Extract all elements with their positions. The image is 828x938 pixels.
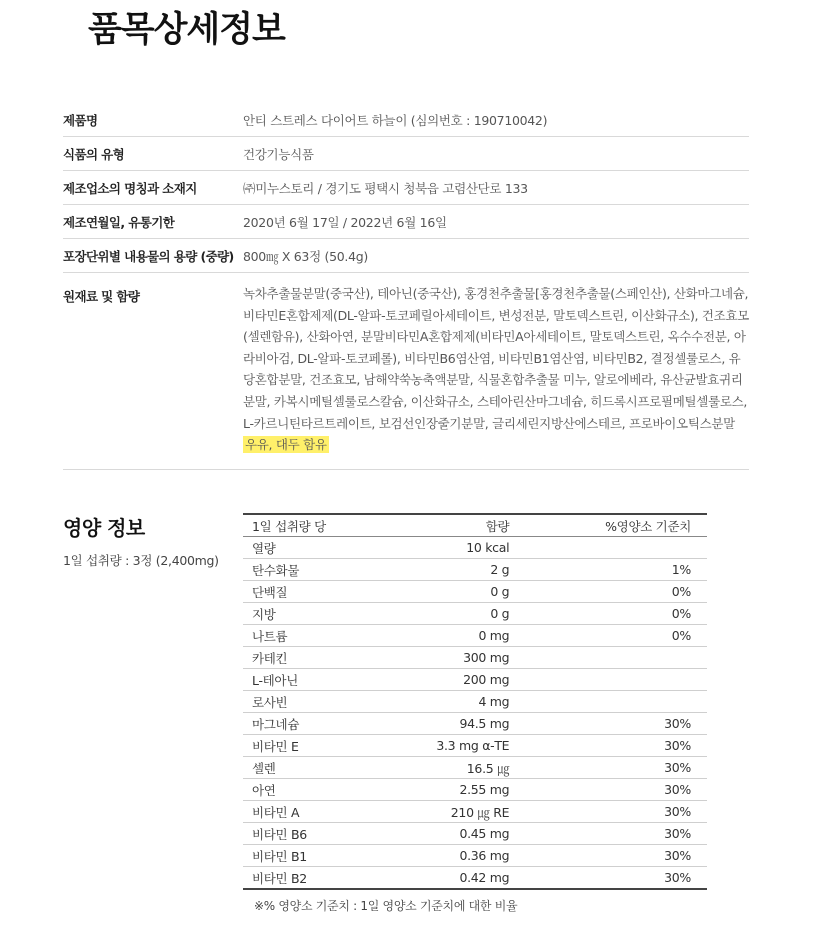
table-row bbox=[243, 713, 707, 735]
nutrient-name: 카테킨 bbox=[243, 647, 368, 669]
nutrient-amount: 2.55 mg bbox=[368, 779, 509, 801]
nutrient-amount: 94.5 mg bbox=[368, 713, 509, 735]
nutrient-percent: 0% bbox=[509, 603, 707, 625]
table-row bbox=[243, 845, 707, 867]
nutrient-name: L-테아닌 bbox=[243, 669, 368, 691]
nutrient-percent: 1% bbox=[509, 559, 707, 581]
nutrient-name: 지방 bbox=[243, 603, 368, 625]
nutrient-amount: 10 kcal bbox=[368, 537, 509, 559]
allergen-highlight: 우유, 대두 함유 bbox=[245, 437, 327, 453]
nutrient-name: 비타민 B1 bbox=[243, 845, 368, 867]
nutrient-amount: 4 mg bbox=[368, 691, 509, 713]
nutrient-percent: 30% bbox=[509, 845, 707, 867]
product-info-table bbox=[63, 103, 749, 470]
nutrient-name: 비타민 E bbox=[243, 735, 368, 757]
table-row bbox=[243, 581, 707, 603]
nutrient-amount: 0 g bbox=[368, 581, 509, 603]
nutrition-table bbox=[243, 513, 707, 890]
info-label: 제품명 bbox=[63, 112, 98, 128]
info-row-capacity bbox=[63, 239, 749, 273]
nutrient-amount: 3.3 mg α-TE bbox=[368, 735, 509, 757]
nutrient-name: 비타민 A bbox=[243, 801, 368, 823]
info-label: 제조연월일, 유통기한 bbox=[63, 214, 175, 230]
table-row bbox=[243, 537, 707, 559]
nutrient-percent bbox=[509, 669, 707, 691]
nutrient-name: 단백질 bbox=[243, 581, 368, 603]
nutrient-name: 탄수화물 bbox=[243, 559, 368, 581]
nutrient-percent: 0% bbox=[509, 625, 707, 647]
table-row bbox=[243, 691, 707, 713]
info-value: 2020년 6월 17일 / 2022년 6월 16일 bbox=[243, 214, 447, 230]
ingredients-list: 녹차추출물분말(중국산), 테아닌(중국산), 홍경천추출물[홍경천추출물(스페인산), 산화마그네슘, 비타민E혼합제제(DL-알파-토코페릴아세테이트, 변성전분, 말토덱스트린, 이산화규소), 건조효모(셀렌함유), 산화아연, 분말비타민A혼합제제(비타민A아세테이트, 말토덱스트린, 옥수수전분, 아라비아검, DL-알파-토코페롤), 비타민B6염산염, 비타민B1염산염, 비타민B2, 결정셀룰로스, 유당혼합분말, 건조효모, 남해약쑥농축액분말, 식물혼합추출물 미누, 알로에베라, 유산균발효귀리분말, 카복시메틸셀룰로스칼슘, 이산화규소, 스테아린산마그네슘, 히드록시프로필메틸셀룰로스, L-카르니틴타르트레이트, 보검선인장줄기분말, 글리세린지방산에스테르, 프로바이오틱스분말 bbox=[243, 286, 750, 431]
info-label: 식품의 유형 bbox=[63, 146, 125, 162]
info-value: 건강기능식품 bbox=[243, 146, 314, 162]
nutrient-name: 아연 bbox=[243, 779, 368, 801]
table-row bbox=[243, 669, 707, 691]
nutrient-amount: 200 mg bbox=[368, 669, 509, 691]
nutrition-footnote: ※% 영양소 기준치 : 1일 영양소 기준치에 대한 비율 bbox=[254, 899, 518, 913]
table-row bbox=[243, 603, 707, 625]
nutrient-amount: 210 ㎍ RE bbox=[368, 801, 509, 823]
table-row bbox=[243, 867, 707, 890]
table-row bbox=[243, 757, 707, 779]
nutrient-name: 비타민 B6 bbox=[243, 823, 368, 845]
nutrient-name: 셀렌 bbox=[243, 757, 368, 779]
nutrient-percent: 30% bbox=[509, 757, 707, 779]
info-value: 800㎎ X 63정 (50.4g) bbox=[243, 248, 368, 264]
ingredients-text bbox=[243, 283, 749, 456]
info-label: 포장단위별 내용물의 용량 (중량) bbox=[63, 248, 234, 264]
nutrient-amount: 0.42 mg bbox=[459, 870, 510, 885]
nutrient-amount: 0 mg bbox=[368, 625, 509, 647]
nutrition-header-row bbox=[243, 514, 707, 537]
table-row bbox=[243, 823, 707, 845]
serving-size: 1일 섭취량 : 3정 (2,400mg) bbox=[63, 553, 219, 568]
page-title: 품목상세정보 bbox=[88, 10, 285, 50]
info-value: ㈜미누스토리 / 경기도 평택시 청북읍 고렴산단로 133 bbox=[243, 180, 528, 196]
info-value: 안티 스트레스 다이어트 하늘이 (심의번호 : 190710042) bbox=[243, 112, 548, 128]
column-header-amount: 함량 bbox=[368, 514, 509, 537]
info-label: 제조업소의 명칭과 소재지 bbox=[63, 180, 197, 196]
nutrient-name: 나트륨 bbox=[243, 625, 368, 647]
nutrient-amount: 16.5 ㎍ bbox=[368, 757, 509, 779]
table-row bbox=[243, 801, 707, 823]
nutrient-amount: 0.45 mg bbox=[368, 823, 509, 845]
nutrient-name: 열량 bbox=[243, 537, 368, 559]
nutrient-percent: 30% bbox=[509, 735, 707, 757]
column-header-percent: %영양소 기준치 bbox=[509, 514, 707, 537]
info-row-ingredients bbox=[63, 273, 749, 470]
nutrition-heading: 영양 정보 bbox=[63, 516, 145, 540]
nutrient-amount: 0 g bbox=[368, 603, 509, 625]
nutrient-amount: 300 mg bbox=[368, 647, 509, 669]
nutrient-percent: 30% bbox=[509, 801, 707, 823]
nutrient-name: 비타민 B2 bbox=[252, 870, 307, 886]
nutrient-percent bbox=[509, 537, 707, 559]
info-row-product-name bbox=[63, 103, 749, 137]
table-row bbox=[243, 647, 707, 669]
nutrient-percent: 0% bbox=[509, 581, 707, 603]
nutrient-amount: 2 g bbox=[368, 559, 509, 581]
table-row bbox=[243, 559, 707, 581]
nutrient-percent: 30% bbox=[509, 779, 707, 801]
info-label: 원재료 및 함량 bbox=[63, 289, 140, 304]
nutrient-percent: 30% bbox=[664, 870, 691, 885]
info-row-manufacturer bbox=[63, 171, 749, 205]
nutrient-percent bbox=[509, 691, 707, 713]
table-row bbox=[243, 779, 707, 801]
table-row bbox=[243, 625, 707, 647]
nutrient-percent: 30% bbox=[509, 823, 707, 845]
nutrient-percent bbox=[509, 647, 707, 669]
table-row bbox=[243, 735, 707, 757]
info-row-food-type bbox=[63, 137, 749, 171]
nutrient-name: 로사빈 bbox=[243, 691, 368, 713]
nutrient-amount: 0.36 mg bbox=[368, 845, 509, 867]
nutrient-percent: 30% bbox=[509, 713, 707, 735]
column-header-name: 1일 섭취량 당 bbox=[243, 514, 368, 537]
nutrient-name: 마그네슘 bbox=[243, 713, 368, 735]
info-row-dates bbox=[63, 205, 749, 239]
